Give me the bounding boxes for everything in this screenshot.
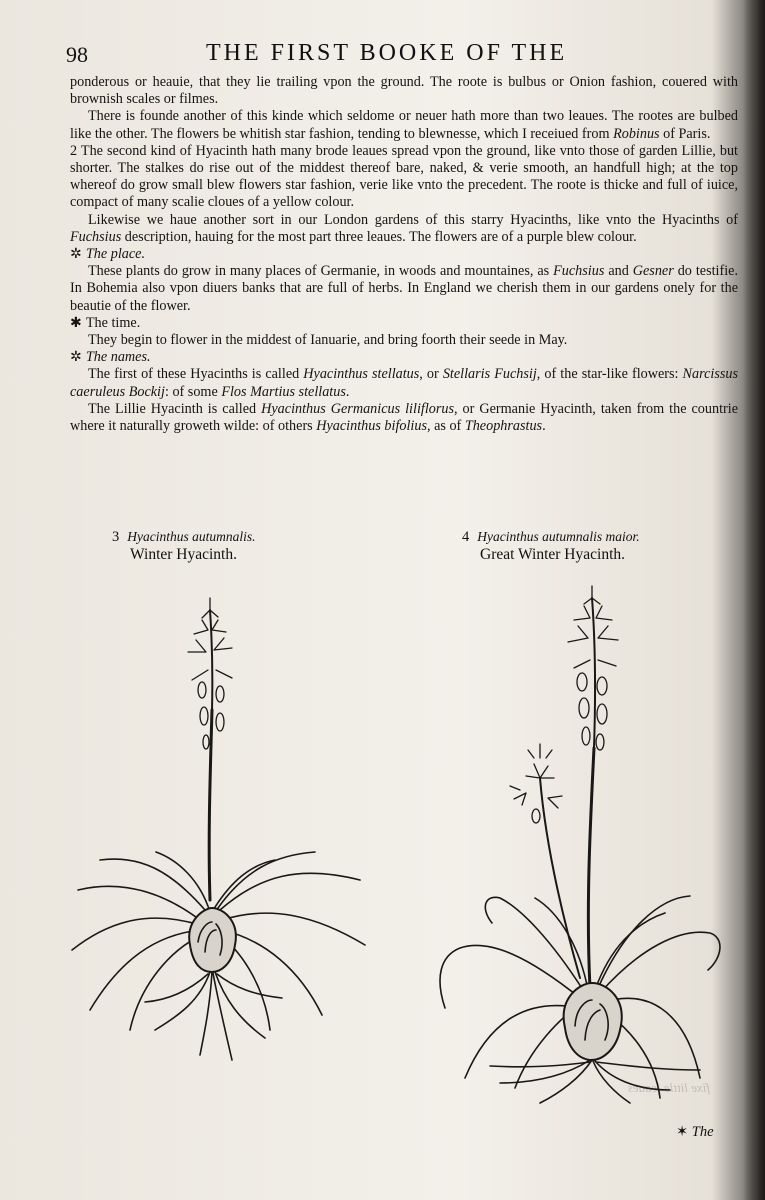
page-header	[66, 40, 716, 76]
figure-caption-right	[462, 528, 640, 563]
catchword	[676, 1124, 714, 1141]
figure-number: 3	[112, 529, 120, 545]
show-through-text: fixe little leaues	[627, 1080, 710, 1095]
asterism-icon: ✲	[70, 349, 82, 366]
figure-caption-left	[112, 528, 256, 563]
paragraph: These plants do grow in many places of Germanie, in woods and mountaines, as Fuchsius and Gesner do testifie. In Bohemia also vpon diuers banks that are full of herbs. In England we cherish them in our gardens onely for the beautie of the flower.	[70, 263, 738, 314]
great-winter-hyacinth-woodcut	[430, 578, 730, 1108]
figure-english-name: Winter Hyacinth.	[130, 546, 237, 563]
figure-number: 4	[462, 529, 470, 545]
section-heading-place: ✲ The place.	[70, 246, 145, 263]
paragraph: They begin to flower in the middest of Ianuarie, and bring foorth their seede in May.	[88, 332, 568, 349]
paragraph: 2 The second kind of Hyacinth hath many brode leaues spread vpon the ground, like vnto those of garden Lillie, but shorter. The stalkes do rise out of the middest thereof bare, naked, & verie smooth, an handfull high; at the top whereof do grow small blew flowers star fashion, verie like vnto the precedent. The roote is thicke and full of iuice, compact of many scalie cloues of a yellow colour.	[70, 142, 738, 211]
paragraph: The first of these Hyacinths is called Hyacinthus stellatus, or Stellaris Fuchsij, of the star-like flowers: Narcissus caeruleus Bockij: of some Flos Martius stellatus.	[70, 366, 738, 400]
asterism-icon: ✶	[676, 1124, 689, 1140]
section-heading-names: ✲ The names.	[70, 349, 151, 366]
figure-latin-name: Hyacinthus autumnalis maior.	[477, 529, 640, 544]
paragraph: Likewise we haue another sort in our London gardens of this starry Hyacinths, like vnto the Hyacinths of Fuchsius description, hauing for the most part three leaues. The flowers are of a purple blew colour.	[70, 211, 738, 245]
winter-hyacinth-woodcut	[60, 590, 380, 1080]
running-title: THE FIRST BOOKE OF THE	[206, 40, 568, 66]
catchword-text: The	[691, 1124, 714, 1140]
paragraph: The Lillie Hyacinth is called Hyacinthus Germanicus liliflorus, or Germanie Hyacinth, taken from the countrie where it naturally groweth wilde: of others Hyacinthus bifolius, as of Theophrastus.	[70, 400, 738, 435]
figure-latin-name: Hyacinthus autumnalis.	[127, 529, 256, 544]
paragraph: There is founde another of this kinde which seldome or neuer hath more than two leaues. The rootes are bulbed like the other. The flowers be whitish star fashion, tending to blewnesse, which I receiued from Robinus of Paris.	[70, 108, 738, 142]
paragraph: ponderous or heauie, that they lie trailing vpon the ground. The roote is bulbus or Onion fashion, couered with brownish scales or filmes.	[70, 74, 738, 108]
asterism-icon: ✲	[70, 246, 82, 263]
body-text	[70, 74, 738, 435]
page-gutter-shadow	[743, 0, 765, 1200]
asterism-icon: ✱	[70, 314, 82, 331]
figure-english-name: Great Winter Hyacinth.	[480, 546, 625, 563]
section-heading-time: ✱ The time.	[70, 314, 141, 331]
page-number: 98	[66, 42, 88, 67]
